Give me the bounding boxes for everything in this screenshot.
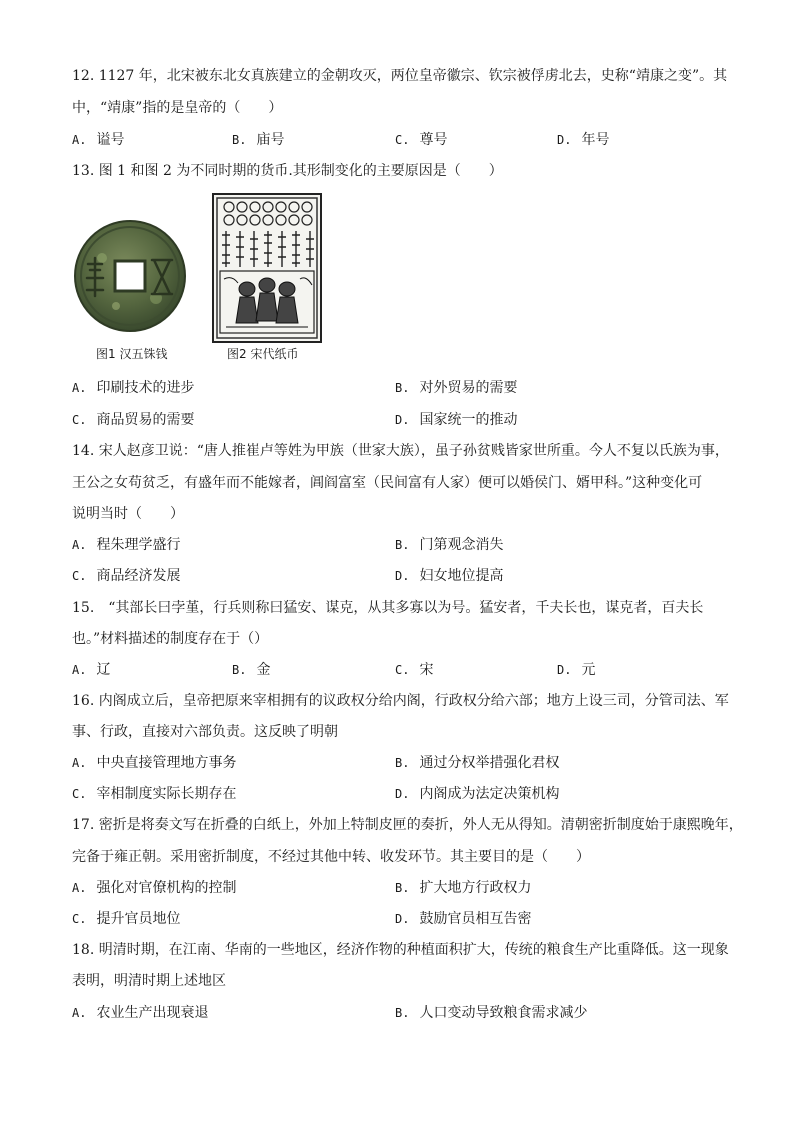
q18-stem-line2: 表明，明清时期上述地区 [72, 973, 226, 989]
q17-option-d: D. 鼓励官员相互告密 [395, 911, 532, 927]
q12-stem-line1: 12. 1127 年，北宋被东北女真族建立的金朝攻灭，两位皇帝徽宗、钦宗被俘虏北去，史称“靖康之变”。其 [72, 68, 728, 84]
q15-stem-line2: 也。”材料描述的制度存在于（） [72, 631, 269, 647]
q15-option-c: C. 宋 [395, 662, 434, 678]
q18-stem-line1: 18. 明清时期，在江南、华南的一些地区，经济作物的种植面积扩大，传统的粮食生产比重降低。这一现象 [72, 942, 729, 958]
q12-stem-line2: 中，“靖康”指的是皇帝的（ ） [72, 100, 283, 116]
q13-option-a: A. 印刷技术的进步 [72, 380, 195, 396]
figure1-caption: 图1 汉五铢钱 [96, 347, 168, 361]
q14-option-d: D. 妇女地位提高 [395, 568, 504, 584]
figure2-caption: 图2 宋代纸币 [227, 347, 299, 361]
q16-stem-line1: 16. 内阁成立后，皇帝把原来宰相拥有的议政权分给内阁，行政权分给六部；地方上设三司，分管司法、军 [72, 693, 729, 709]
q16-option-c: C. 宰相制度实际长期存在 [72, 786, 237, 802]
song-paper-money-image [212, 193, 322, 343]
q14-option-a: A. 程朱理学盛行 [72, 537, 181, 553]
q17-option-c: C. 提升官员地位 [72, 911, 181, 927]
q13-stem-line1: 13. 图 1 和图 2 为不同时期的货币.其形制变化的主要原因是（ ） [72, 163, 503, 179]
han-wuzhu-coin-image [72, 218, 188, 334]
q14-stem-line1: 14. 宋人赵彦卫说：“唐人推崔卢等姓为甲族（世家大族），虽子孙贫贱皆家世所重。今人不复以氏族为事， [72, 443, 729, 459]
q15-option-b: B. 金 [232, 662, 271, 678]
q17-option-a: A. 强化对官僚机构的控制 [72, 880, 237, 896]
q14-stem-line3: 说明当时（ ） [72, 506, 184, 522]
q14-option-b: B. 门第观念消失 [395, 537, 504, 553]
q13-option-c: C. 商品贸易的需要 [72, 412, 195, 428]
q12-option-d: D. 年号 [557, 132, 610, 148]
q18-option-b: B. 人口变动导致粮食需求减少 [395, 1005, 588, 1021]
q13-option-b: B. 对外贸易的需要 [395, 380, 518, 396]
q17-stem-line1: 17. 密折是将奏文写在折叠的白纸上，外加上特制皮匣的奏折，外人无从得知。清朝密折制度始于康熙晚年， [72, 817, 743, 833]
q15-option-a: A. 辽 [72, 662, 111, 678]
q12-option-a: A. 谥号 [72, 132, 125, 148]
q14-option-c: C. 商品经济发展 [72, 568, 181, 584]
q12-option-c: C. 尊号 [395, 132, 448, 148]
q15-stem-line1: 15. “其部长曰孛堇，行兵则称曰猛安、谋克，从其多寡以为号。猛安者，千夫长也，谋克者，百夫长 [72, 600, 704, 616]
q17-option-b: B. 扩大地方行政权力 [395, 880, 532, 896]
q16-option-d: D. 内阁成为法定决策机构 [395, 786, 560, 802]
q12-option-b: B. 庙号 [232, 132, 285, 148]
q16-option-b: B. 通过分权举措强化君权 [395, 755, 560, 771]
q16-option-a: A. 中央直接管理地方事务 [72, 755, 237, 771]
q16-stem-line2: 事、行政，直接对六部负责。这反映了明朝 [72, 724, 338, 740]
q14-stem-line2: 王公之女苟贫乏，有盛年而不能嫁者，阊阎富室（民间富有人家）便可以婚侯门、婿甲科。”这种变化可 [72, 475, 703, 491]
q18-option-a: A. 农业生产出现衰退 [72, 1005, 209, 1021]
q17-stem-line2: 完备于雍正朝。采用密折制度，不经过其他中转、收发环节。其主要目的是（ ） [72, 849, 590, 865]
q15-option-d: D. 元 [557, 662, 596, 678]
q13-option-d: D. 国家统一的推动 [395, 412, 518, 428]
